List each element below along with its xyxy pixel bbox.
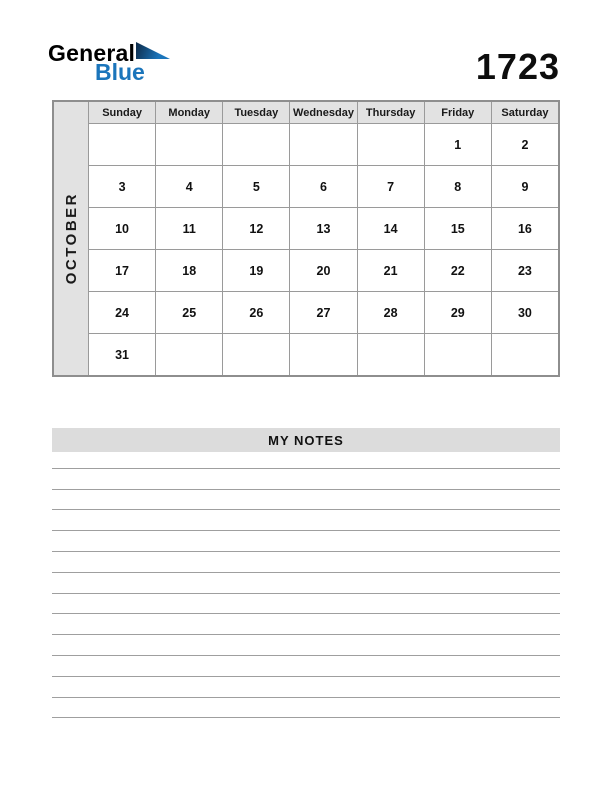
day-cell-21: 21 bbox=[358, 250, 424, 291]
day-cell-empty bbox=[290, 124, 356, 165]
day-cell-5: 5 bbox=[223, 166, 289, 207]
day-cell-empty bbox=[358, 124, 424, 165]
day-cell-empty bbox=[223, 124, 289, 165]
weekday-header-saturday: Saturday bbox=[492, 102, 558, 123]
day-cell-20: 20 bbox=[290, 250, 356, 291]
day-cell-24: 24 bbox=[89, 292, 155, 333]
note-line bbox=[52, 698, 560, 719]
day-cell-13: 13 bbox=[290, 208, 356, 249]
weekday-header-sunday: Sunday bbox=[89, 102, 155, 123]
day-cell-14: 14 bbox=[358, 208, 424, 249]
notes-title: MY NOTES bbox=[268, 432, 344, 448]
month-label: OCTOBER bbox=[62, 192, 80, 285]
weekday-header-wednesday: Wednesday bbox=[290, 102, 356, 123]
logo-flag-icon bbox=[136, 42, 170, 59]
day-cell-27: 27 bbox=[290, 292, 356, 333]
day-cell-22: 22 bbox=[425, 250, 491, 291]
note-line bbox=[52, 656, 560, 677]
note-line bbox=[52, 552, 560, 573]
weekday-header-thursday: Thursday bbox=[358, 102, 424, 123]
note-line bbox=[52, 635, 560, 656]
day-cell-11: 11 bbox=[156, 208, 222, 249]
weekday-header-monday: Monday bbox=[156, 102, 222, 123]
day-cell-19: 19 bbox=[223, 250, 289, 291]
day-cell-empty bbox=[492, 334, 558, 375]
day-cell-8: 8 bbox=[425, 166, 491, 207]
general-blue-logo bbox=[48, 40, 208, 92]
day-cell-7: 7 bbox=[358, 166, 424, 207]
note-line bbox=[52, 573, 560, 594]
note-line bbox=[52, 448, 560, 469]
weekday-header-tuesday: Tuesday bbox=[223, 102, 289, 123]
note-line bbox=[52, 469, 560, 490]
note-line bbox=[52, 531, 560, 552]
note-line bbox=[52, 490, 560, 511]
day-cell-18: 18 bbox=[156, 250, 222, 291]
day-cell-empty bbox=[89, 124, 155, 165]
day-cell-6: 6 bbox=[290, 166, 356, 207]
note-line bbox=[52, 594, 560, 615]
day-cell-12: 12 bbox=[223, 208, 289, 249]
day-cell-25: 25 bbox=[156, 292, 222, 333]
note-line bbox=[52, 677, 560, 698]
day-cell-29: 29 bbox=[425, 292, 491, 333]
day-cell-9: 9 bbox=[492, 166, 558, 207]
day-cell-15: 15 bbox=[425, 208, 491, 249]
day-cell-1: 1 bbox=[425, 124, 491, 165]
day-cell-23: 23 bbox=[492, 250, 558, 291]
calendar-grid bbox=[52, 100, 560, 377]
day-cell-30: 30 bbox=[492, 292, 558, 333]
day-cell-2: 2 bbox=[492, 124, 558, 165]
day-cell-16: 16 bbox=[492, 208, 558, 249]
logo-text-blue: Blue bbox=[95, 59, 145, 85]
day-cell-10: 10 bbox=[89, 208, 155, 249]
logo-text-general: General bbox=[48, 40, 136, 66]
day-cell-empty bbox=[358, 334, 424, 375]
day-cell-3: 3 bbox=[89, 166, 155, 207]
note-line bbox=[52, 510, 560, 531]
day-cell-empty bbox=[290, 334, 356, 375]
day-cell-17: 17 bbox=[89, 250, 155, 291]
note-line bbox=[52, 614, 560, 635]
day-cell-31: 31 bbox=[89, 334, 155, 375]
day-cell-empty bbox=[425, 334, 491, 375]
day-cell-empty bbox=[156, 124, 222, 165]
notes-lines bbox=[52, 448, 560, 718]
day-cell-empty bbox=[223, 334, 289, 375]
day-cell-28: 28 bbox=[358, 292, 424, 333]
day-cell-empty bbox=[156, 334, 222, 375]
month-column bbox=[54, 102, 88, 375]
weekday-header-friday: Friday bbox=[425, 102, 491, 123]
day-cell-26: 26 bbox=[223, 292, 289, 333]
year-label: 1723 bbox=[475, 46, 560, 87]
day-cell-4: 4 bbox=[156, 166, 222, 207]
